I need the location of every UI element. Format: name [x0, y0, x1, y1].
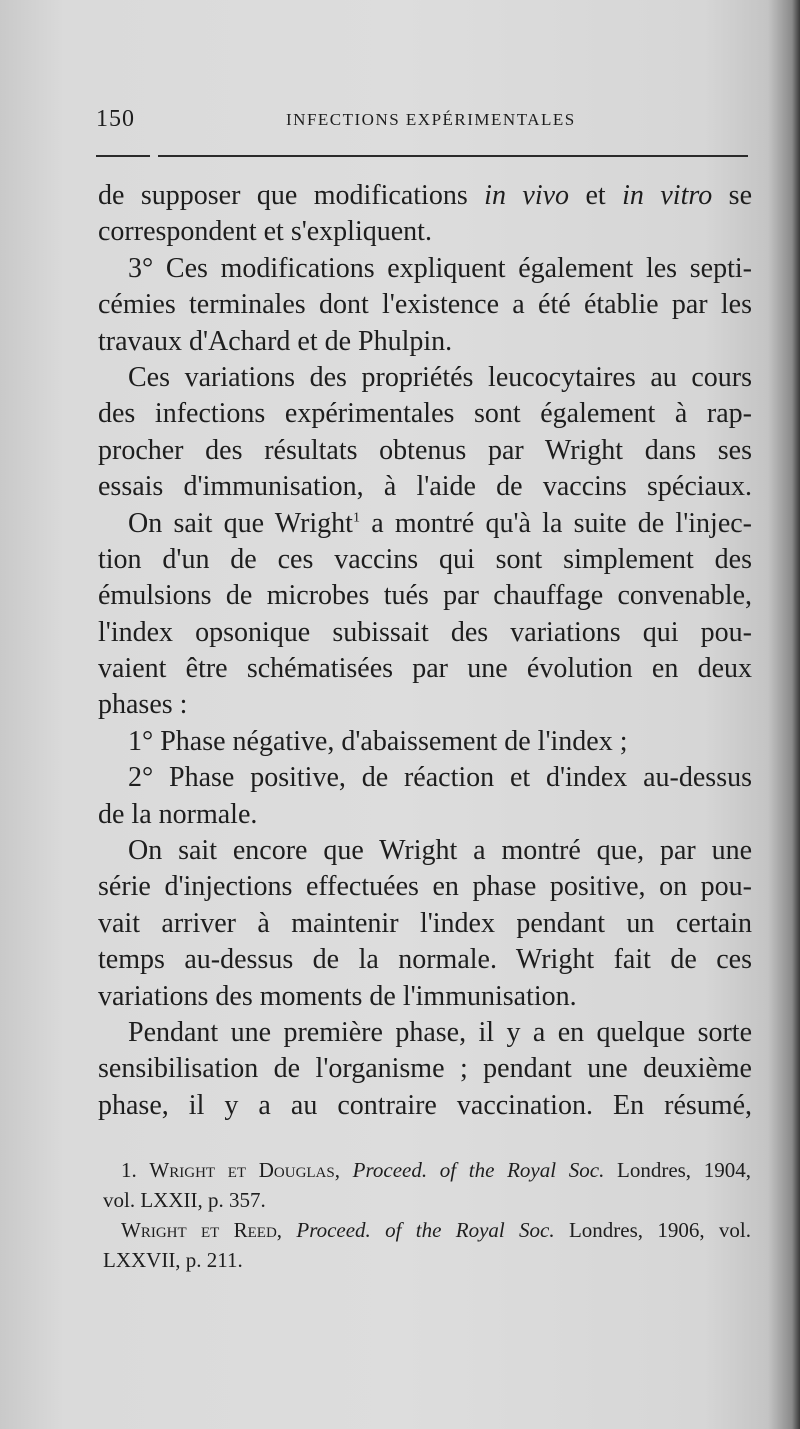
text-line: 2° Phase positive, de réaction et d'index au-dessus: [128, 762, 752, 794]
text-span: de supposer que modifications: [98, 180, 485, 211]
text-line: des infections expérimentales sont également à rap-: [98, 398, 752, 430]
body-text: [98, 178, 752, 1124]
text-line: procher des résultats obtenus par Wright dans ses: [98, 434, 752, 466]
page-header: [96, 106, 750, 136]
footnote-text: Londres, 1904,: [604, 1158, 751, 1182]
footnote-text: Londres, 1906, vol.: [554, 1218, 752, 1242]
text-line: On sait encore que Wright a montré que, par une: [128, 835, 752, 867]
footnote-authors: Wright et Douglas,: [149, 1158, 340, 1182]
text-line: phases :: [98, 689, 188, 721]
footnote-journal: Proceed. of the Royal Soc.: [282, 1218, 555, 1242]
text-line: travaux d'Achard et de Phulpin.: [98, 325, 453, 357]
text-line: essais d'immunisation, à l'aide de vaccins spéciaux.: [98, 471, 752, 503]
header-rule-short: [96, 155, 150, 157]
running-title: INFECTIONS EXPÉRIMENTALES: [286, 110, 576, 129]
text-line: phase, il y a au contraire vaccination. En résumé,: [98, 1089, 752, 1121]
text-line: [98, 506, 752, 542]
text-line: l'index opsonique subissait des variations qui pou-: [98, 616, 752, 648]
text-span: On sait que Wright: [128, 507, 353, 539]
italic-text: in vivo: [484, 180, 570, 211]
text-span: et: [569, 180, 623, 211]
text-line: de la normale.: [98, 798, 258, 830]
text-span: se: [712, 180, 753, 211]
footnote-line: [103, 1155, 751, 1185]
text-line: cémies terminales dont l'existence a été établie par les: [98, 289, 752, 321]
text-line: vait arriver à maintenir l'index pendant un certain: [98, 907, 752, 939]
footnote-journal: Proceed. of the Royal Soc.: [340, 1158, 605, 1182]
text-line: Ces variations des propriétés leucocytaires au cours: [128, 361, 752, 393]
text-line: variations des moments de l'immunisation.: [98, 980, 577, 1012]
text-line: correspondent et s'expliquent.: [98, 216, 432, 248]
text-line: émulsions de microbes tués par chauffage convenable,: [98, 580, 752, 612]
text-line: tion d'un de ces vaccins qui sont simplement des: [98, 543, 752, 575]
text-line: 3° Ces modifications expliquent également les septi-: [128, 252, 752, 284]
header-rule-long: [158, 155, 748, 157]
footnotes: [103, 1155, 751, 1275]
footnote-authors: Wright et Reed,: [121, 1218, 283, 1242]
text-line: sensibilisation de l'organisme ; pendant une deuxième: [98, 1053, 752, 1085]
text-line: 1° Phase négative, d'abaissement de l'index ;: [128, 725, 628, 757]
footnote-line: [103, 1215, 751, 1245]
text-line: [98, 178, 752, 214]
text-line: Pendant une première phase, il y a en quelque sorte: [128, 1016, 752, 1048]
text-line: série d'injections effectuées en phase positive, on pou-: [98, 871, 752, 903]
text-span: a montré qu'à la suite de l'injec-: [359, 507, 752, 539]
footnote-marker: 1: [352, 510, 360, 526]
footnote-line: vol. LXXII, p. 357.: [103, 1188, 266, 1212]
footnote-line: LXXVII, p. 211.: [103, 1248, 243, 1272]
text-line: vaient être schématisées par une évolution en deux: [98, 653, 752, 685]
italic-text: in vitro: [622, 180, 713, 211]
text-line: temps au-dessus de la normale. Wright fait de ces: [98, 944, 752, 976]
footnote-number: 1.: [121, 1158, 150, 1182]
page-number: 150: [96, 106, 135, 132]
